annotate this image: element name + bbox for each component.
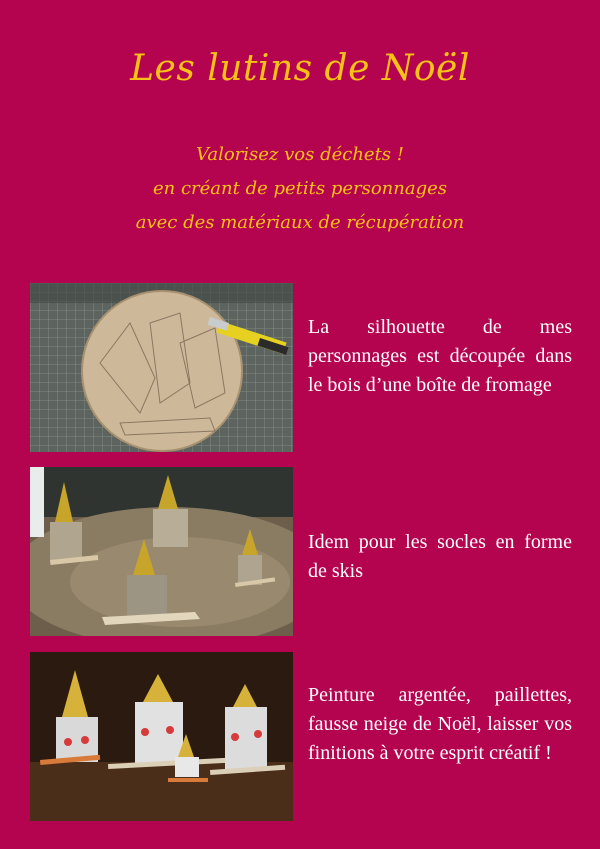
step-3-text: Peinture argentée, paillettes, fausse neige de Noël, laisser vos finitions à votre esprit créatif !: [308, 684, 572, 764]
page-subtitle: [0, 138, 600, 240]
step-2-photo: [30, 467, 293, 636]
step-1-photo: [30, 283, 293, 452]
subtitle-line: avec des matériaux de récupération: [135, 212, 465, 233]
subtitle-line: Valorisez vos déchets !: [195, 144, 405, 165]
subtitle-line: en créant de petits personnages: [152, 178, 448, 199]
step-3-photo: [30, 652, 293, 821]
step-1-text: La silhouette de mes personnages est découpée dans le bois d’une boîte de fromage: [308, 316, 572, 396]
step-2-text: Idem pour les socles en forme de skis: [308, 531, 572, 582]
page-title: Les lutins de Noël: [130, 48, 470, 89]
